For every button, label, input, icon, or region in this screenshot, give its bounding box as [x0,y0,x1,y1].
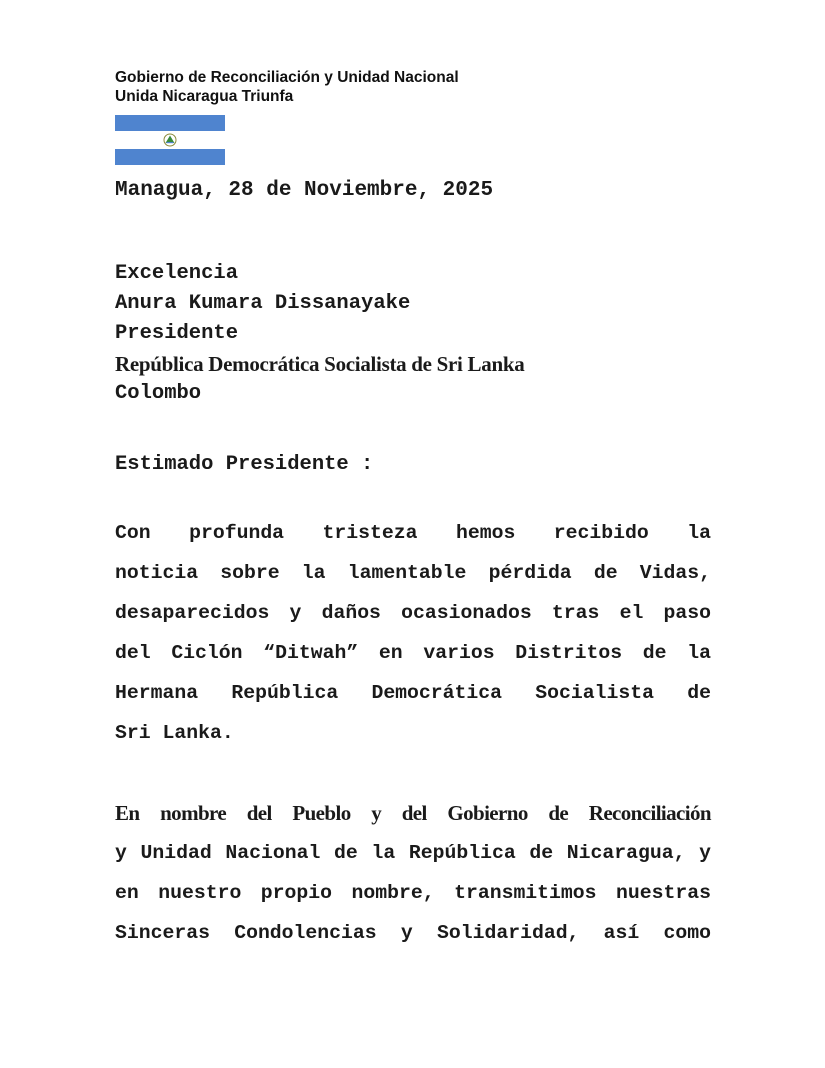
letter-date: Managua, 28 de Noviembre, 2025 [115,179,494,202]
body-paragraph-1 [115,513,711,753]
letterhead-motto: Unida Nicaragua Triunfa [115,88,294,105]
recipient-city: Colombo [115,382,202,405]
recipient-position: Presidente [115,322,239,345]
paragraph-line: en nuestro propio nombre, transmitimos nuestras [115,882,711,904]
letterhead [115,68,459,106]
paragraph-line: noticia sobre la lamentable pérdida de Vidas, [115,562,711,584]
paragraph-line: del Ciclón “Ditwah” en varios Distritos de la [115,642,711,664]
recipient-honorific: Excelencia [115,262,239,285]
coat-of-arms-icon [162,133,178,147]
recipient-name: Anura Kumara Dissanayake [115,292,411,315]
paragraph-line: Sri Lanka. [115,722,234,744]
paragraph-line: desaparecidos y daños ocasionados tras el paso [115,602,711,624]
recipient-country: República Democrática Socialista de Sri Lanka [115,352,525,376]
paragraph-line: y Unidad Nacional de la República de Nicaragua, y [115,842,711,864]
paragraph-line: Hermana República Democrática Socialista de [115,682,711,704]
nicaragua-flag-icon [115,115,225,165]
paragraph-line: En nombre del Pueblo y del Gobierno de Reconciliación [115,801,711,825]
paragraph-line: Sinceras Condolencias y Solidaridad, así como [115,922,711,944]
greeting: Estimado Presidente : [115,453,374,476]
letterhead-government-name: Gobierno de Reconciliación y Unidad Nacional [115,69,459,86]
recipient-address [115,259,524,409]
body-paragraph-2 [115,793,711,953]
paragraph-line: Con profunda tristeza hemos recibido la [115,522,711,544]
